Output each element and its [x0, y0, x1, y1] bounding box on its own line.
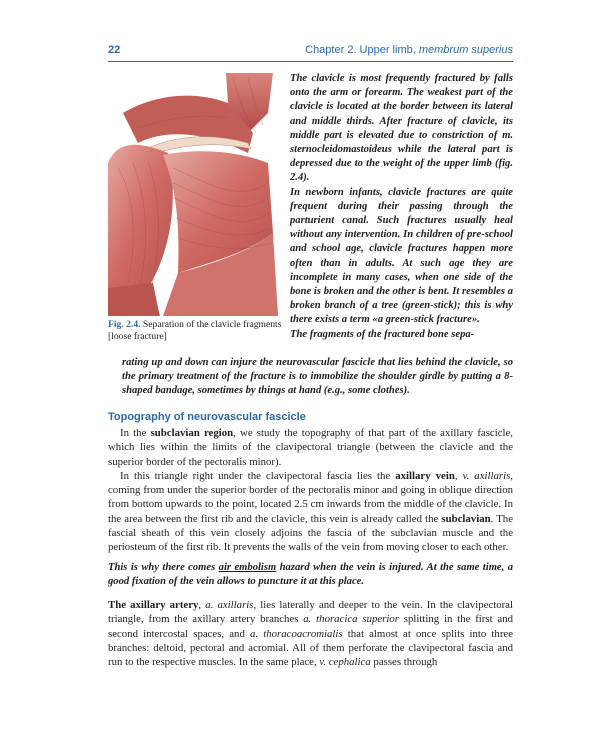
clinical-note-column — [290, 72, 513, 342]
column-paragraph: The clavicle is most frequently fractured by falls onto the arm or forearm. The weakest part of the clavicle is located at the border between its lateral and middle thirds. After fracture of clavicle, its middle part is elevated due to constriction of m. sternocleidomastoideus while the lateral part is depressed due to the weight of the upper limb (fig. 2.4). — [290, 73, 513, 184]
chapter-latin: membrum superius — [418, 44, 513, 56]
column-paragraph: The fragments of the fractured bone sepa- — [290, 328, 475, 340]
running-header — [305, 44, 513, 56]
clavicle-fracture-illustration — [108, 73, 283, 316]
header-rule — [108, 61, 513, 62]
paragraph-subclavian-region: In the subclavian region, we study the topography of that part of the axillary fascicle, which lies within the limits of the clavipectoral triangle (between the clavicle and the superior border of the pectoralis minor). — [108, 427, 513, 468]
body-paragraphs-2 — [108, 598, 513, 669]
figure-caption — [108, 319, 286, 343]
figure-label: Fig. 2.4. — [108, 319, 141, 330]
paragraph-axillary-artery: The axillary artery, a. axillaris, lies laterally and deeper to the vein. In the clavipectoral triangle, from the axillary artery branches a. thoracica superior splitting in the first and second intercostal spaces, and a. thoracoacromialis that almost at once splits into three branches: deltoid, pectoral and acromial. All of them perforate the clavipectoral fascia and run to the respective muscles. In the same place, v. cephalica passes through — [108, 599, 514, 669]
air-embolism-note: This is why there comes air embolism hazard when the vein is injured. At the same time, a good fixation of the vein allows to puncture it at this place. — [108, 562, 513, 588]
column-paragraph: In newborn infants, clavicle fractures are quite frequent during their passing through the parturient canal. Such fractures usually heal without any intervention. In children of pre-school and school age, clavicle fractures happen more often than in adults. At such age they are incomplete in many cases, when one side of the bone is broken and the other is bent. It resembles a broken branch of a tree (green-stick); this is why there exists a term «a green-stick fracture». — [290, 186, 513, 326]
body-paragraphs — [108, 426, 513, 555]
page-number: 22 — [108, 44, 121, 56]
paragraph-axillary-vein: In this triangle right under the clavipectoral fascia lies the axillary vein, v. axillaris, coming from under the superior border of the pectoralis minor and going in oblique direction from bottom upwards to the point, located 2.5 cm inwards from the middle of the clavicle. In the area between the first rib and the clavicle, this vein is already called the subclavian. The fascial sheath of this vein closely adjoins the fascia of the subclavian muscle and the periosteum of the first rib. It prevents the walls of the vein from moving closer to each other. — [108, 469, 513, 554]
clinical-note-continuation: rating up and down can injure the neurovascular fascicle that lies behind the clavicle, so the primary treatment of the fracture is to immobilize the shoulder girdle by putting a 8-shaped bandage, sometimes by things at hand (e.g., some clothes). — [122, 357, 513, 397]
section-title: Topography of neurovascular fascicle — [108, 411, 306, 423]
chapter-title: Chapter 2. Upper limb, — [305, 44, 416, 56]
figure-caption-text: Separation of the clavicle fragments [loose fracture] — [108, 319, 282, 342]
